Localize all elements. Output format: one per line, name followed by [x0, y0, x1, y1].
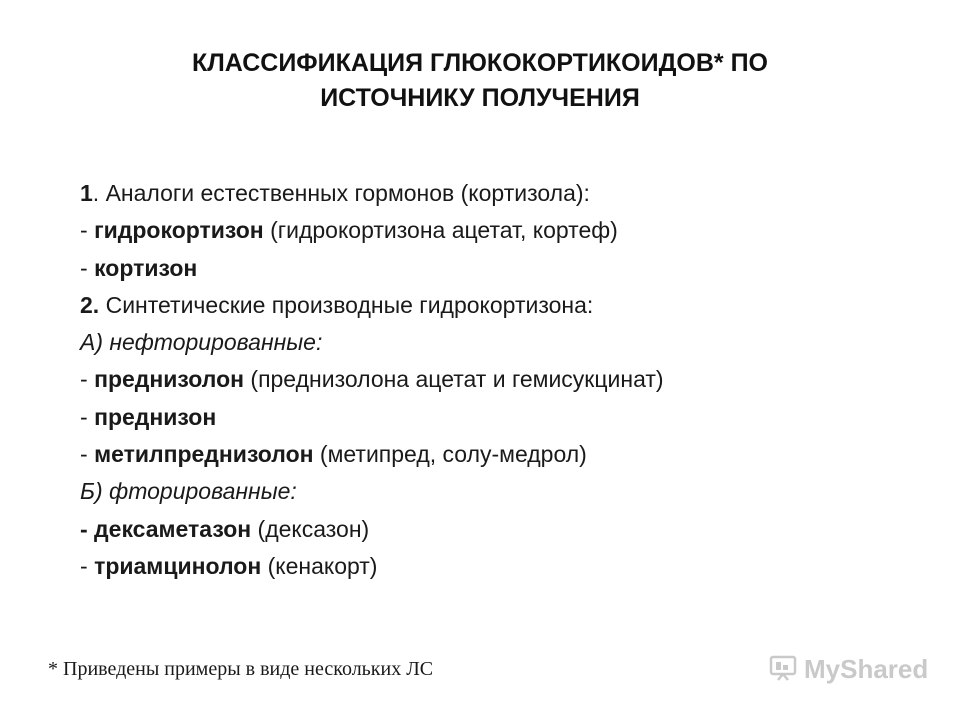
slide-title — [40, 46, 920, 116]
slide-title-line-2: ИСТОЧНИКУ ПОЛУЧЕНИЯ — [320, 84, 640, 112]
list-item: - преднизолон (преднизолона ацетат и гемисукцинат) — [80, 366, 664, 393]
slideshow-screen-icon — [768, 652, 798, 687]
list-item: - дексаметазон (дексазон) — [80, 515, 370, 542]
list-item: 2. Синтетические производные гидрокортизона: — [80, 291, 594, 318]
list-item: - кортизон — [80, 254, 198, 281]
list-item: - триамцинолон (кенакорт) — [80, 552, 378, 579]
subheading-fluorinated: Б) фторированные: — [80, 478, 297, 505]
watermark-text: MyShared — [804, 654, 929, 684]
list-item: - метилпреднизолон (метипред, солу-медрол) — [80, 441, 587, 468]
classification-list — [80, 175, 900, 585]
list-item: - преднизон — [80, 403, 217, 430]
footnote: * Приведены примеры в виде нескольких ЛС — [48, 658, 434, 680]
slide-title-line-1: КЛАССИФИКАЦИЯ ГЛЮКОКОРТИКОИДОВ* ПО — [191, 49, 768, 77]
list-item: 1. Аналоги естественных гормонов (кортизола): — [80, 180, 590, 206]
subheading-non-fluorinated: А) нефторированные: — [80, 329, 323, 356]
watermark — [768, 652, 928, 687]
list-item: - гидрокортизон (гидрокортизона ацетат, кортеф) — [80, 217, 618, 244]
